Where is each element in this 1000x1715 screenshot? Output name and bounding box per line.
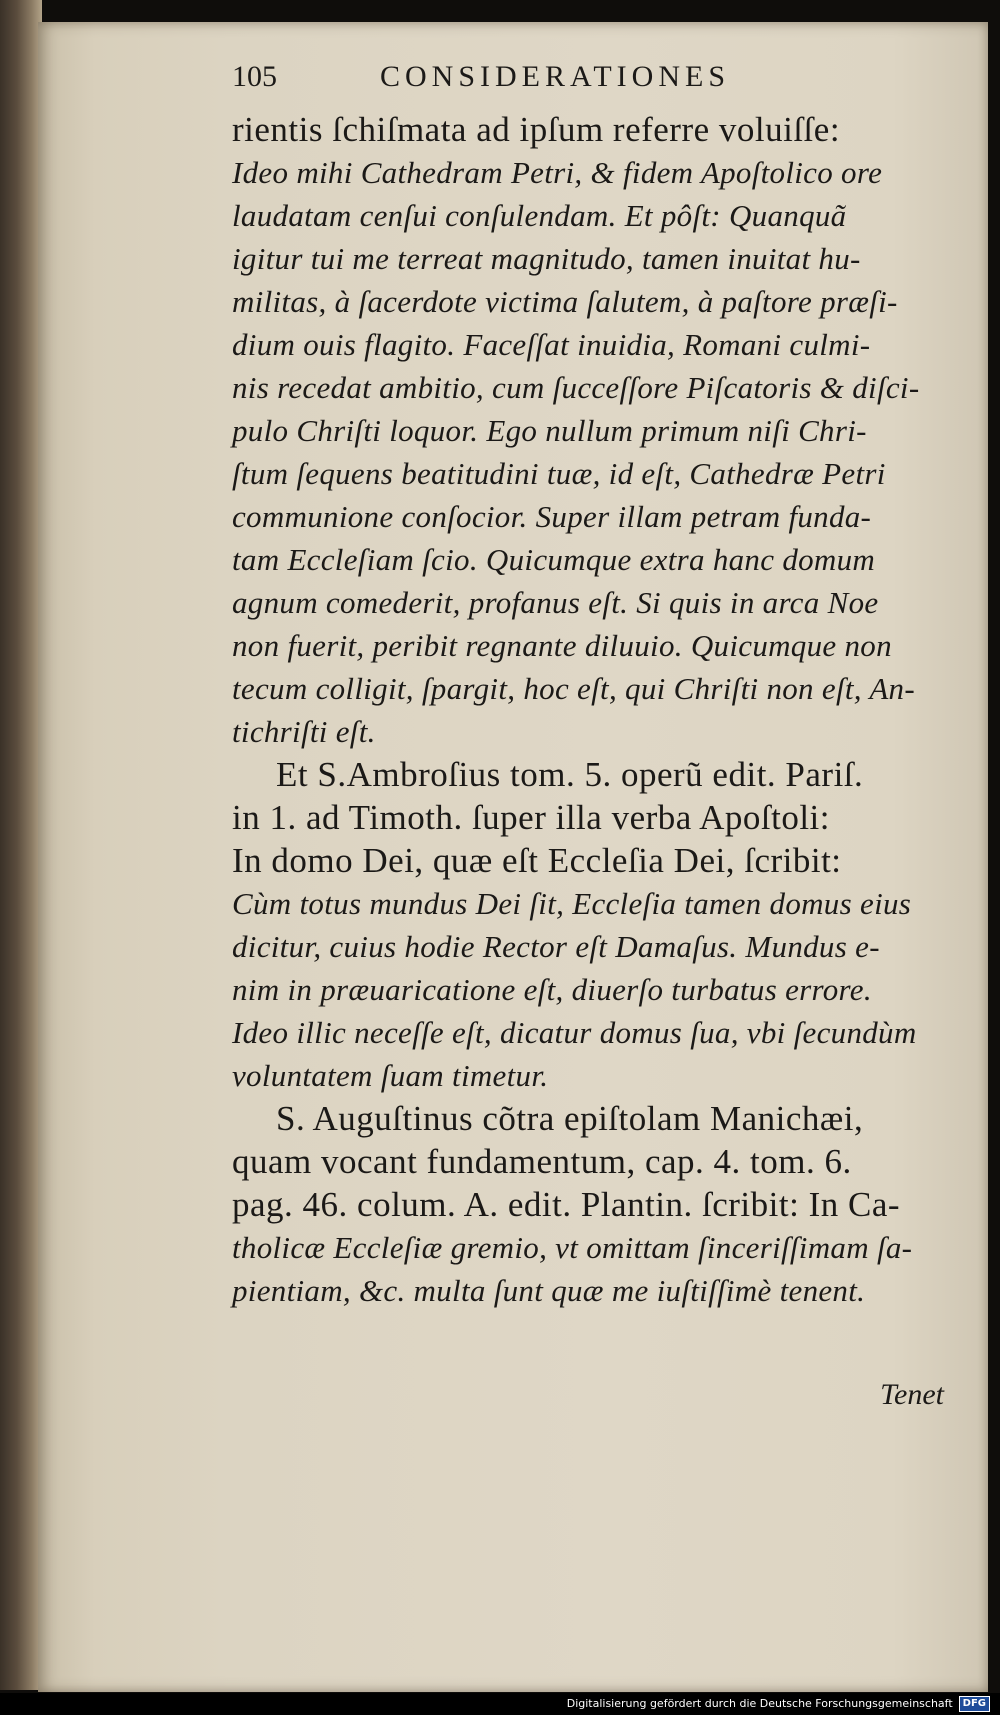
dfg-logo-icon: DFG (959, 1696, 990, 1712)
page-body-text (232, 108, 958, 1312)
text-line: nim in præuaricatione eſt, diuerſo turbatus errore. (232, 972, 872, 1007)
text-line: voluntatem ſuam timetur. (232, 1058, 549, 1093)
text-line: S. Auguſtinus cõtra epiſtolam Manichæi, (276, 1099, 864, 1138)
catchword: Tenet (880, 1378, 944, 1411)
text-line: ſtum ſequens beatitudini tuæ, id eſt, Cathedræ Petri (232, 456, 886, 491)
text-line: Ideo illic neceſſe eſt, dicatur domus ſua, vbi ſecundùm (232, 1015, 917, 1050)
text-line: militas, à ſacerdote victima ſalutem, à paſtore præſi- (232, 284, 898, 319)
text-line: quam vocant fundamentum, cap. 4. tom. 6. (232, 1142, 852, 1181)
text-line: in 1. ad Timoth. ſuper illa verba Apoſtoli: (232, 798, 831, 837)
text-line: tholicæ Eccleſiæ gremio, vt omittam ſinceriſſimam ſa- (232, 1230, 913, 1265)
text-line: non fuerit, peribit regnante diluuio. Quicumque non (232, 628, 892, 663)
book-binding-edge (0, 0, 42, 1690)
text-line: Cùm totus mundus Dei ſit, Eccleſia tamen domus eius (232, 886, 912, 921)
text-line: tam Eccleſiam ſcio. Quicumque extra hanc domum (232, 542, 876, 577)
text-line: dicitur, cuius hodie Rector eſt Damaſus. Mundus e- (232, 929, 880, 964)
text-line: pientiam, &c. multa ſunt quæ me iuſtiſſimè tenent. (232, 1273, 866, 1308)
text-line: tichriſti eſt. (232, 714, 376, 749)
text-line: rientis ſchiſmata ad ipſum referre voluiſſe: (232, 110, 841, 149)
text-line: laudatam cenſui conſulendam. Et pôſt: Quanquã (232, 198, 847, 233)
text-line: igitur tui me terreat magnitudo, tamen inuitat hu- (232, 241, 861, 276)
running-title: CONSIDERATIONES (380, 60, 731, 93)
text-line: nis recedat ambitio, cum ſucceſſore Piſcatoris & diſci- (232, 370, 920, 405)
text-line: agnum comederit, profanus eſt. Si quis in arca Noe (232, 585, 879, 620)
text-line: pag. 46. colum. A. edit. Plantin. ſcribit: In Ca- (232, 1185, 901, 1224)
text-line: pulo Chriſti loquor. Ego nullum primum niſi Chri- (232, 413, 867, 448)
text-line: Ideo mihi Cathedram Petri, & fidem Apoſtolico ore (232, 155, 883, 190)
footer-credit: Digitalisierung gefördert durch die Deutsche Forschungsgemeinschaft (566, 1697, 953, 1710)
text-line: tecum colligit, ſpargit, hoc eſt, qui Chriſti non eſt, An- (232, 671, 915, 706)
digitization-footer (0, 1693, 1000, 1715)
text-line: dium ouis flagito. Faceſſat inuidia, Romani culmi- (232, 327, 871, 362)
text-line: Et S.Ambroſius tom. 5. operũ edit. Pariſ. (276, 755, 864, 794)
page-header (232, 60, 812, 100)
page-number: 105 (232, 60, 277, 93)
text-line: In domo Dei, quæ eſt Eccleſia Dei, ſcribit: (232, 841, 842, 880)
text-line: communione conſocior. Super illam petram funda- (232, 499, 872, 534)
